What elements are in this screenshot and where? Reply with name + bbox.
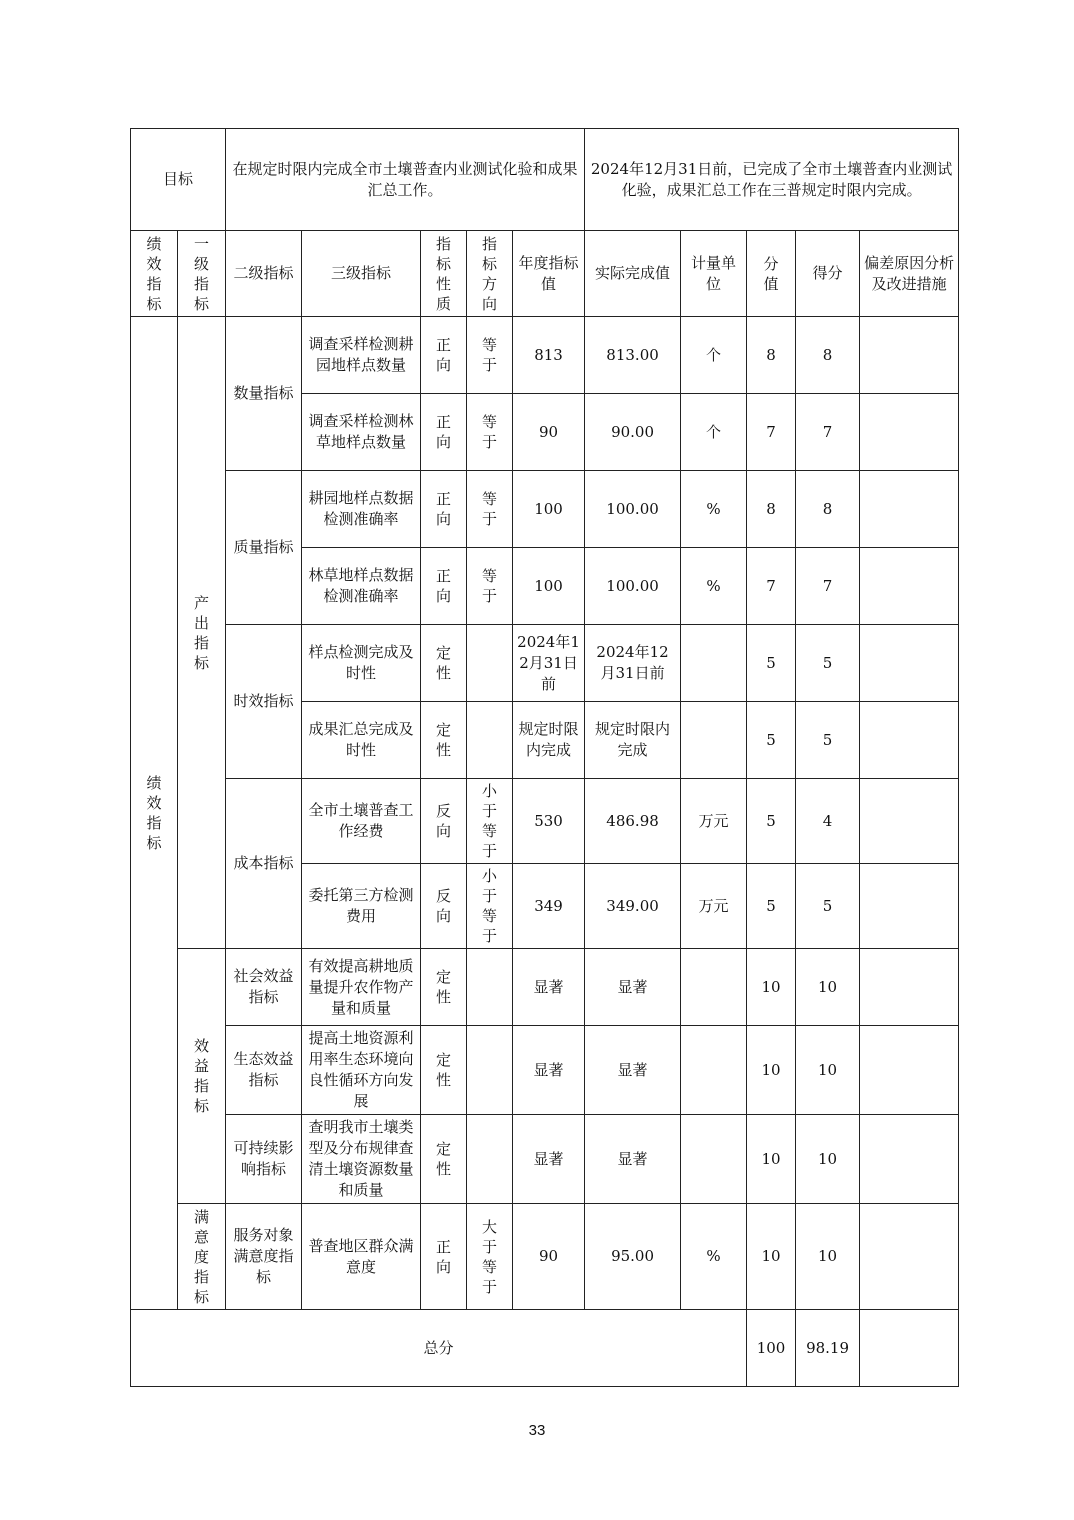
row-direction: 等于 <box>467 394 513 471</box>
row-unit: % <box>681 471 747 548</box>
row-direction: 大于等于 <box>467 1204 513 1310</box>
row-nature: 定性 <box>421 1115 467 1204</box>
row-target: 显著 <box>513 1026 585 1115</box>
row-actual: 2024年12月31日前 <box>585 625 681 702</box>
row-score: 7 <box>796 394 860 471</box>
row-unit: % <box>681 1204 747 1310</box>
row-unit: 个 <box>681 394 747 471</box>
table-row <box>131 1026 959 1115</box>
row-nature: 正向 <box>421 317 467 394</box>
row-nature: 正向 <box>421 394 467 471</box>
group-sustainable: 可持续影响指标 <box>226 1115 302 1204</box>
header-note: 偏差原因分析及改进措施 <box>860 231 959 317</box>
row-score: 10 <box>796 1204 860 1310</box>
row-unit <box>681 1026 747 1115</box>
header-level3: 三级指标 <box>302 231 421 317</box>
goal-label: 目标 <box>131 129 226 231</box>
row-target: 530 <box>513 779 585 864</box>
total-note <box>860 1310 959 1387</box>
group-satisfaction: 满意度指标 <box>178 1204 226 1310</box>
row-note <box>860 394 959 471</box>
row-nature: 正向 <box>421 471 467 548</box>
group-quantity: 数量指标 <box>226 317 302 471</box>
row-nature: 反向 <box>421 864 467 949</box>
row-direction <box>467 1026 513 1115</box>
row-score: 10 <box>796 1115 860 1204</box>
row-points: 10 <box>747 1204 796 1310</box>
row-points: 10 <box>747 949 796 1026</box>
row-score: 5 <box>796 864 860 949</box>
row-actual: 349.00 <box>585 864 681 949</box>
row-direction <box>467 949 513 1026</box>
header-perf: 绩效指标 <box>131 231 178 317</box>
row-name: 普查地区群众满意度 <box>302 1204 421 1310</box>
row-target: 349 <box>513 864 585 949</box>
row-target: 显著 <box>513 949 585 1026</box>
page-number: 33 <box>528 1422 546 1439</box>
header-nature: 指标性质 <box>421 231 467 317</box>
row-actual: 规定时限内完成 <box>585 702 681 779</box>
row-target: 90 <box>513 1204 585 1310</box>
row-unit <box>681 1115 747 1204</box>
row-note <box>860 949 959 1026</box>
row-actual: 486.98 <box>585 779 681 864</box>
goal-planned: 在规定时限内完成全市土壤普查内业测试化验和成果汇总工作。 <box>226 129 585 231</box>
total-points: 100 <box>747 1310 796 1387</box>
row-score: 5 <box>796 702 860 779</box>
row-name: 调查采样检测林草地样点数量 <box>302 394 421 471</box>
row-nature: 定性 <box>421 702 467 779</box>
row-note <box>860 779 959 864</box>
table-row <box>131 471 959 548</box>
row-name: 全市土壤普查工作经费 <box>302 779 421 864</box>
header-unit: 计量单位 <box>681 231 747 317</box>
row-target: 2024年12月31日前 <box>513 625 585 702</box>
row-actual: 100.00 <box>585 548 681 625</box>
group-cost: 成本指标 <box>226 779 302 949</box>
row-actual: 显著 <box>585 1026 681 1115</box>
row-name: 有效提高耕地质量提升农作物产量和质量 <box>302 949 421 1026</box>
header-row <box>131 231 959 317</box>
total-score: 98.19 <box>796 1310 860 1387</box>
total-row <box>131 1310 959 1387</box>
row-points: 7 <box>747 394 796 471</box>
row-unit: 个 <box>681 317 747 394</box>
row-actual: 95.00 <box>585 1204 681 1310</box>
row-points: 5 <box>747 864 796 949</box>
row-score: 10 <box>796 949 860 1026</box>
group-perf: 绩效指标 <box>131 317 178 1310</box>
row-target: 100 <box>513 548 585 625</box>
row-unit: 万元 <box>681 779 747 864</box>
row-points: 5 <box>747 702 796 779</box>
row-note <box>860 317 959 394</box>
row-direction: 等于 <box>467 548 513 625</box>
table-row <box>131 949 959 1026</box>
row-score: 8 <box>796 317 860 394</box>
row-target: 813 <box>513 317 585 394</box>
row-score: 7 <box>796 548 860 625</box>
row-note <box>860 1204 959 1310</box>
header-direction: 指标方向 <box>467 231 513 317</box>
group-output: 产出指标 <box>178 317 226 949</box>
group-quality: 质量指标 <box>226 471 302 625</box>
row-score: 5 <box>796 625 860 702</box>
row-note <box>860 1115 959 1204</box>
row-note <box>860 864 959 949</box>
row-nature: 正向 <box>421 548 467 625</box>
table-row <box>131 779 959 864</box>
row-points: 5 <box>747 625 796 702</box>
row-points: 7 <box>747 548 796 625</box>
group-social: 社会效益指标 <box>226 949 302 1026</box>
row-score: 10 <box>796 1026 860 1115</box>
row-note <box>860 625 959 702</box>
row-name: 林草地样点数据检测准确率 <box>302 548 421 625</box>
row-nature: 定性 <box>421 625 467 702</box>
row-nature: 定性 <box>421 1026 467 1115</box>
group-benefit: 效益指标 <box>178 949 226 1204</box>
row-direction: 等于 <box>467 471 513 548</box>
row-target: 显著 <box>513 1115 585 1204</box>
performance-table <box>130 128 959 1387</box>
table-row <box>131 1204 959 1310</box>
row-points: 10 <box>747 1026 796 1115</box>
total-label: 总分 <box>131 1310 747 1387</box>
row-actual: 显著 <box>585 1115 681 1204</box>
row-points: 5 <box>747 779 796 864</box>
goal-row <box>131 129 959 231</box>
row-name: 提高土地资源利用率生态环境向良性循环方向发展 <box>302 1026 421 1115</box>
row-name: 查明我市土壤类型及分布规律查清土壤资源数量和质量 <box>302 1115 421 1204</box>
row-target: 90 <box>513 394 585 471</box>
row-name: 成果汇总完成及时性 <box>302 702 421 779</box>
row-note <box>860 702 959 779</box>
header-target: 年度指标值 <box>513 231 585 317</box>
row-nature: 正向 <box>421 1204 467 1310</box>
row-note <box>860 471 959 548</box>
row-unit <box>681 949 747 1026</box>
row-points: 8 <box>747 471 796 548</box>
row-direction <box>467 702 513 779</box>
table-row <box>131 317 959 394</box>
row-note <box>860 1026 959 1115</box>
row-name: 调查采样检测耕园地样点数量 <box>302 317 421 394</box>
row-direction: 小于等于 <box>467 779 513 864</box>
row-unit: % <box>681 548 747 625</box>
row-nature: 定性 <box>421 949 467 1026</box>
row-actual: 100.00 <box>585 471 681 548</box>
header-points: 分值 <box>747 231 796 317</box>
row-direction: 等于 <box>467 317 513 394</box>
row-target: 规定时限内完成 <box>513 702 585 779</box>
row-nature: 反向 <box>421 779 467 864</box>
row-points: 10 <box>747 1115 796 1204</box>
group-timeliness: 时效指标 <box>226 625 302 779</box>
row-actual: 90.00 <box>585 394 681 471</box>
row-direction: 小于等于 <box>467 864 513 949</box>
row-target: 100 <box>513 471 585 548</box>
row-name: 耕园地样点数据检测准确率 <box>302 471 421 548</box>
table-row <box>131 625 959 702</box>
group-service: 服务对象满意度指标 <box>226 1204 302 1310</box>
goal-actual: 2024年12月31日前，已完成了全市土壤普查内业测试化验，成果汇总工作在三普规定时限内完成。 <box>585 129 959 231</box>
row-unit: 万元 <box>681 864 747 949</box>
header-score: 得分 <box>796 231 860 317</box>
row-score: 4 <box>796 779 860 864</box>
row-direction <box>467 1115 513 1204</box>
row-score: 8 <box>796 471 860 548</box>
row-name: 委托第三方检测费用 <box>302 864 421 949</box>
row-note <box>860 548 959 625</box>
table-row <box>131 1115 959 1204</box>
row-actual: 813.00 <box>585 317 681 394</box>
row-actual: 显著 <box>585 949 681 1026</box>
row-direction <box>467 625 513 702</box>
row-name: 样点检测完成及时性 <box>302 625 421 702</box>
header-level1: 一级指标 <box>178 231 226 317</box>
group-ecological: 生态效益指标 <box>226 1026 302 1115</box>
row-unit <box>681 625 747 702</box>
row-unit <box>681 702 747 779</box>
row-points: 8 <box>747 317 796 394</box>
header-level2: 二级指标 <box>226 231 302 317</box>
header-actual: 实际完成值 <box>585 231 681 317</box>
